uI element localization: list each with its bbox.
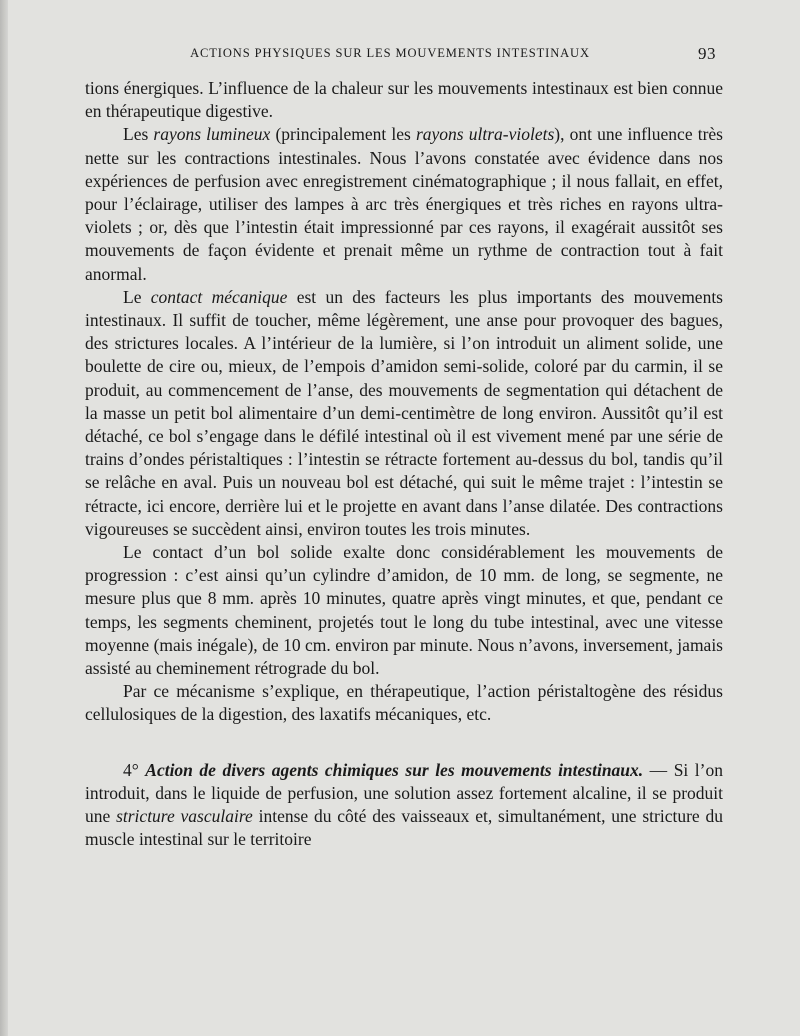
section-number: 4° (123, 759, 139, 780)
paragraph-continuation: tions énergiques. L’influence de la chaleur sur les mouvements intestinaux est bien connue en thérapeutique digestive. (85, 78, 723, 122)
paragraph-text: intense du côté des vaisseaux et, simultanément, une stricture du muscle intestinal sur le territoire (85, 806, 723, 850)
paragraph-light-rays (85, 123, 723, 285)
paragraph-mechanical-contact (85, 286, 723, 541)
emphasis-light-rays: rayons lumineux (153, 124, 271, 145)
paragraph-text: est un des facteurs les plus importants des mouvements intestinaux. Il suffit de toucher, même légèrement, une anse pour provoquer des bagues, des strictures locales. A l’intérieur de la lumière, si l’on introduit un aliment solide, une boulette de cire ou, mieux, de l’empois d’amidon semi-solide, coloré par du carmin, il se produit, au commencement de l’anse, des mouvements de segmentation qui détachent de la masse un petit bol alimentaire d’un demi-centimètre de long environ. Aussitôt qu’il est détaché, ce bol s’engage dans le défilé intestinal où il est vivement mené par une série de trains d’ondes péristaltiques : l’intestin se rétracte fortement au-dessus du bol, tandis qu’il se relâche en aval. Puis un nouveau bol est détaché, qui suit le même trajet : l’intestin se rétracte, ici encore, derrière lui et le projette en avant dans l’anse dilatée. Des contractions vigoureuses se succèdent ainsi, environ toutes les trois minutes. (85, 286, 723, 539)
paragraph-therapeutic-mechanism: Par ce mécanisme s’explique, en thérapeutique, l’action péristaltogène des résidus cellulosiques de la digestion, des laxatifs mécaniques, etc. (85, 681, 723, 725)
paragraph-text: (principalement les (270, 124, 416, 145)
paragraph-text: Les (123, 124, 154, 145)
body-text (85, 77, 723, 852)
page-number: 93 (698, 44, 716, 63)
emphasis-mechanical-contact: contact mécanique (150, 286, 288, 307)
paragraph-text: — Si l’on introduit, dans le liquide de perfusion, une solution assez fortement alcaline, il se produit une (85, 759, 723, 827)
section-chemical-agents (85, 759, 723, 852)
paragraph-text: Le (123, 286, 151, 307)
section-title: Action de divers agents chimiques sur les mouvements intestinaux. (145, 759, 644, 780)
paragraph-text: ), ont une influence très nette sur les contractions intestinales. Nous l’avons constatée avec évidence dans nos expériences de perfusion avec enregistrement cinématographique ; il nous fallait, en effet, pour l’éclairage, utiliser des lampes à arc très énergiques et très riches en rayons ultra-violets ; or, dès que l’intestin était impressionné par ces rayons, il exagérait aussitôt ses mouvements de façon évidente et prenait même un rythme de contraction tout à fait anormal. (85, 124, 723, 284)
running-head (0, 46, 800, 66)
emphasis-vascular-stricture: stricture vasculaire (116, 806, 253, 827)
paragraph-solid-bolus: Le contact d’un bol solide exalte donc considérablement les mouvements de progression : c’est ainsi qu’un cylindre d’amidon, de 10 mm. de long, se segmente, ne mesure plus que 8 mm. après 10 minutes, quatre après vingt minutes, et que, pendant ce temps, les segments cheminent, projetés tout le long du tube intestinal, avec une vitesse moyenne (mais inégale), de 10 cm. environ par minute. Nous n’avons, inversement, jamais assisté au cheminement rétrograde du bol. (85, 542, 723, 679)
running-title: ACTIONS PHYSIQUES SUR LES MOUVEMENTS INTESTINAUX (190, 46, 590, 60)
page-edge-shadow (0, 0, 8, 1036)
emphasis-ultraviolet-rays: rayons ultra-violets (415, 124, 555, 145)
